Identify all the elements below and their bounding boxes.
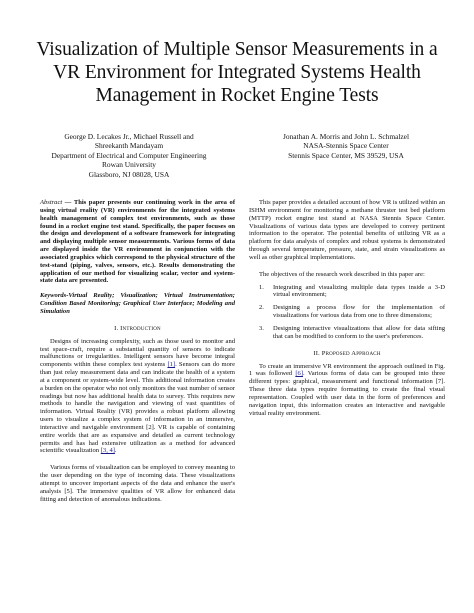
list-item-number: 3. (259, 324, 264, 332)
objectives-intro: The objectives of the research work described in this paper are: (259, 270, 425, 278)
author-location-right: Stennis Space Center, MS 39529, USA (288, 150, 404, 160)
approach-paragraph (249, 363, 445, 418)
author-university: Rowan University (102, 160, 156, 170)
intro-paragraph-1 (40, 338, 235, 456)
citation-link-1[interactable]: [1] (167, 361, 176, 369)
section-heading-proposed-approach: II. Proposed Approach (313, 349, 381, 357)
left-column (40, 199, 235, 504)
intro-text-c: . (114, 447, 117, 455)
section-heading-introduction: I. Introduction (114, 324, 161, 332)
abstract-body: This paper presents our continuing work in the area of using virtual reality (VR) environments for the integrated systems health management of complex test environments, such as those found in a rocket engine test stand. Specifically, the paper focuses on the design and development of a software framework for integrating and displaying multiple sensor measurements. Various forms of data are displayed inside the VR environment in conjunction with the associated graphics which correspond to the physical structure of the test-stand (piping, valves, sensors, etc.). Results demonstrating the application of our method for visualizing scalar, vector and system-state data are presented. (40, 199, 235, 285)
author-affiliation-left (40, 132, 218, 179)
abstract (40, 199, 235, 285)
approach-text-a: To create an immersive VR environment the approach outlined in Fig. 1 was followed (249, 362, 445, 378)
list-item-number: 1. (259, 283, 264, 291)
author-names-right: Jonathan A. Morris and John L. Schmalzel (282, 132, 410, 141)
right-column (249, 199, 445, 417)
author-names-line2: Shreekanth Mandayam (94, 141, 164, 151)
intro-text-a: Designs of increasing complexity, such as those used to monitor and test space-craft, require a substantial quantity of sensors to indicate malfunctions or irregularities. Intelligent sensors have become integral components within these complex test systems (40, 337, 235, 369)
keywords: Keywords-Virtual Reality; Visualization; Virtual Instrumentation; Condition Based Monitoring; Graphical User Interface; Modeling and Simulation (40, 292, 235, 315)
citation-link-6[interactable]: [6] (295, 370, 303, 378)
abstract-lead: Abstract (40, 199, 63, 206)
author-location: Glassboro, NJ 08028, USA (88, 169, 170, 179)
intro-paragraph-2: Various forms of visualization can be employed to convey meaning to the user depending on the type of incoming data. These visualizations attempt to uncover important aspects of the data and enhance the user's analysis [5]. The immersive qualities of VR allow for enhanced data fitting and detection of anomalous indications. (40, 464, 235, 503)
right-paragraph-1: This paper provides a detailed account of how VR is utilized within an ISHM environment for monitoring a methane thruster test bed platform (MTTP) rocket engine test stand at NASA Stennis Space Center. Visualizations of various data types are developed to convey pertinent information to the operator. The potential benefits of utilizing VR as a platform for data analysis of complex and robust systems is demonstrated through several temperature, pressure, state, and strain visualizations as well as other graphical implementations. (249, 199, 445, 261)
author-organization: NASA-Stennis Space Center (303, 141, 389, 151)
list-item-number: 2. (259, 304, 264, 312)
objectives-list (249, 284, 445, 341)
list-item-text: Designing a process flow for the implementation of visualizations for various data from one to three dimensions; (273, 304, 445, 320)
approach-text-b: . Various forms of data can be grouped into three different types: graphical, measurement and functional information [7]. These three data types require formatting to create the final visual representation. Coupled with user data in the form of preferences and navigation input, this information creates an interactive and navigable virtual reality environment. (249, 370, 446, 417)
list-item (249, 284, 445, 300)
paper-title: Visualization of Multiple Sensor Measurements in a VR Environment for Integrated Systems Health Management in Rocket Engine Tests (36, 39, 438, 106)
author-names-line1: George D. Lecakes Jr., Michael Russell and (64, 132, 194, 141)
citation-link-3-4[interactable]: [3, 4] (100, 447, 115, 455)
intro-text-b: . Sensors can do more than just relay measurement data and can indicate the health of a system at a component or system-wide level. This additional information creates a burden on the operator who not only monitors the vast number of sensor readings but now has additional health data to survey. This requires new methods to handle the navigation and viewing of vast quantities of information. Virtual Reality (VR) provides a robust platform allowing users to visualize a complex system of information in an immersive, interactive and navigable environment [2]. VR is capable of containing entire worlds that are as expansive and detailed as current technology permits and has had extensive utilization as a method for advanced scientific visualization (40, 361, 235, 455)
list-item-text: Integrating and visualizing multiple data types inside a 3-D virtual environment; (273, 283, 445, 299)
author-department: Department of Electrical and Computer Engineering (51, 150, 207, 160)
list-item (249, 304, 445, 320)
list-item (249, 325, 445, 341)
author-affiliation-right (248, 132, 444, 160)
list-item-text: Designing interactive visualizations that allow for data sifting that can be modified to conform to the user's preferences. (273, 324, 445, 340)
abstract-dash: — (62, 199, 74, 206)
